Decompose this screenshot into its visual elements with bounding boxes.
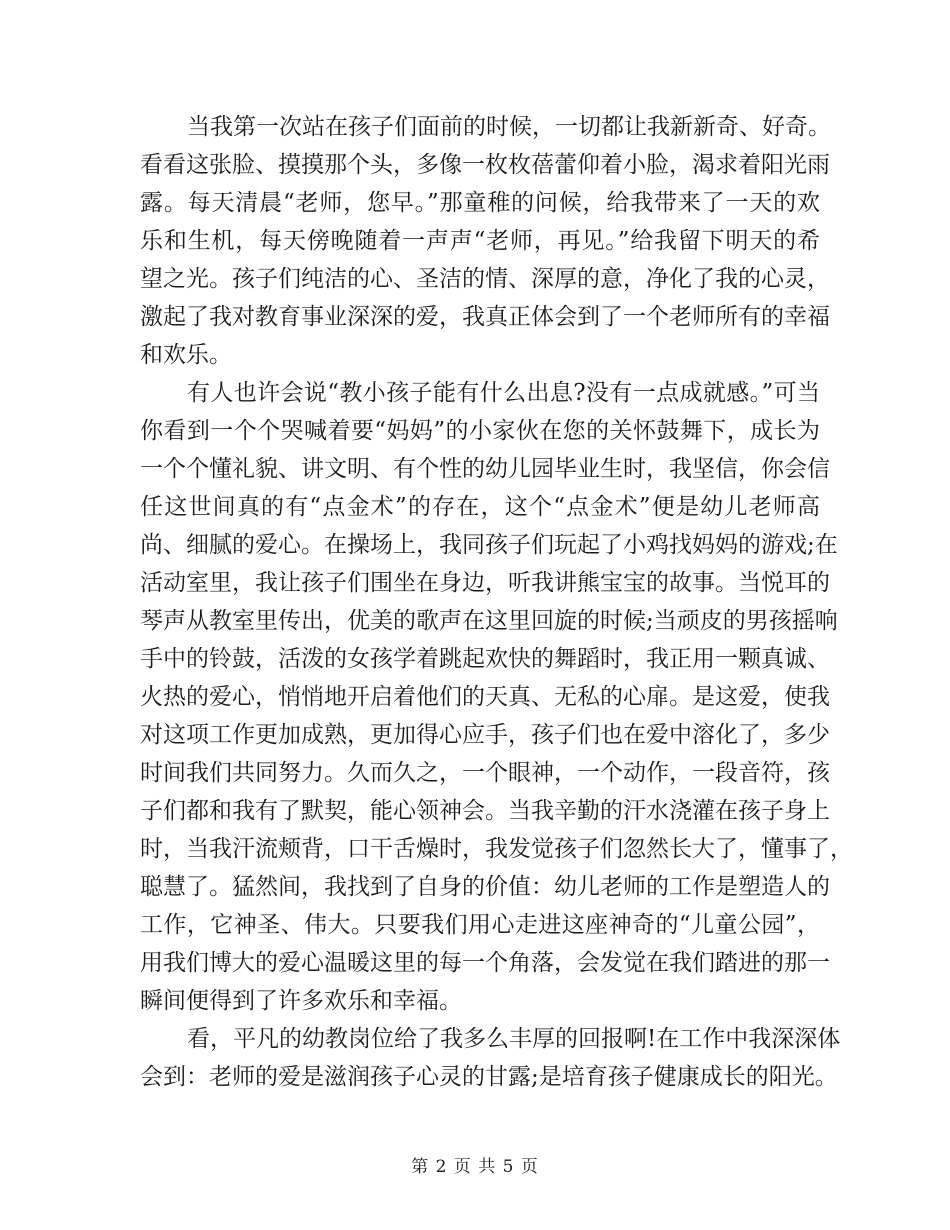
text-line: 激起了我对教育事业深深的爱，我真正体会到了一个老师所有的幸福 [140, 304, 830, 330]
text-line: 尚、细腻的爱心。在操场上，我同孩子们玩起了小鸡找妈妈的游戏;在 [140, 532, 838, 558]
text-line: 对这项工作更加成熟，更加得心应手，孩子们也在爱中溶化了，多少 [140, 722, 830, 748]
text-line: 你看到一个个哭喊着要“妈妈”的小家伙在您的关怀鼓舞下，成长为 [140, 418, 820, 444]
text-line: 有人也许会说“教小孩子能有什么出息?没有一点成就感。”可当 [187, 380, 820, 406]
paragraph-3 [140, 1020, 841, 1096]
text-line: 子们都和我有了默契，能心领神会。当我辛勤的汗水浇灌在孩子身上 [140, 798, 830, 824]
text-line: 露。每天清晨“老师，您早。”那童稚的问候，给我带来了一天的欢 [140, 190, 820, 216]
page-number-footer: 第 2 页 共 5 页 [411, 1157, 539, 1177]
text-line: 和欢乐。 [140, 342, 232, 368]
text-line: 手中的铃鼓，活泼的女孩学着跳起欢快的舞蹈时，我正用一颗真诚、 [140, 646, 830, 672]
text-line: 工作，它神圣、伟大。只要我们用心走进这座神奇的“儿童公园”， [140, 912, 820, 938]
text-line: 望之光。孩子们纯洁的心、圣洁的情、深厚的意，净化了我的心灵， [140, 266, 830, 292]
text-line: 看看这张脸、摸摸那个头，多像一枚枚蓓蕾仰着小脸，渴求着阳光雨 [140, 152, 830, 178]
text-line: 任这世间真的有“点金术”的存在，这个“点金术”便是幼儿老师高 [140, 494, 820, 520]
document-body [140, 108, 853, 1096]
text-line: 时，当我汗流颊背，口干舌燥时，我发觉孩子们忽然长大了，懂事了， [140, 836, 853, 862]
text-line: 时间我们共同努力。久而久之，一个眼神，一个动作，一段音符，孩 [140, 760, 830, 786]
text-line: 一个个懂礼貌、讲文明、有个性的幼儿园毕业生时，我坚信，你会信 [140, 456, 830, 482]
text-line: 会到：老师的爱是滋润孩子心灵的甘露;是培育孩子健康成长的阳光。 [140, 1064, 838, 1090]
text-line: 聪慧了。猛然间，我找到了自身的价值：幼儿老师的工作是塑造人的 [140, 874, 830, 900]
text-line: 琴声从教室里传出，优美的歌声在这里回旋的时候;当顽皮的男孩摇响 [140, 608, 838, 634]
paragraph-1 [140, 108, 831, 374]
text-line: 用我们博大的爱心温暖这里的每一个角落，会发觉在我们踏进的那一 [140, 950, 830, 976]
paragraph-2 [140, 374, 853, 1020]
text-line: 瞬间便得到了许多欢乐和幸福。 [140, 988, 462, 1014]
text-line: 活动室里，我让孩子们围坐在身边，听我讲熊宝宝的故事。当悦耳的 [140, 570, 830, 596]
text-line: 看，平凡的幼教岗位给了我多么丰厚的回报啊!在工作中我深深体 [187, 1026, 841, 1052]
text-line: 当我第一次站在孩子们面前的时候，一切都让我新新奇、好奇。 [187, 114, 831, 140]
text-line: 火热的爱心，悄悄地开启着他们的天真、无私的心扉。是这爱，使我 [140, 684, 830, 710]
text-line: 乐和生机，每天傍晚随着一声声“老师，再见。”给我留下明天的希 [140, 228, 820, 254]
